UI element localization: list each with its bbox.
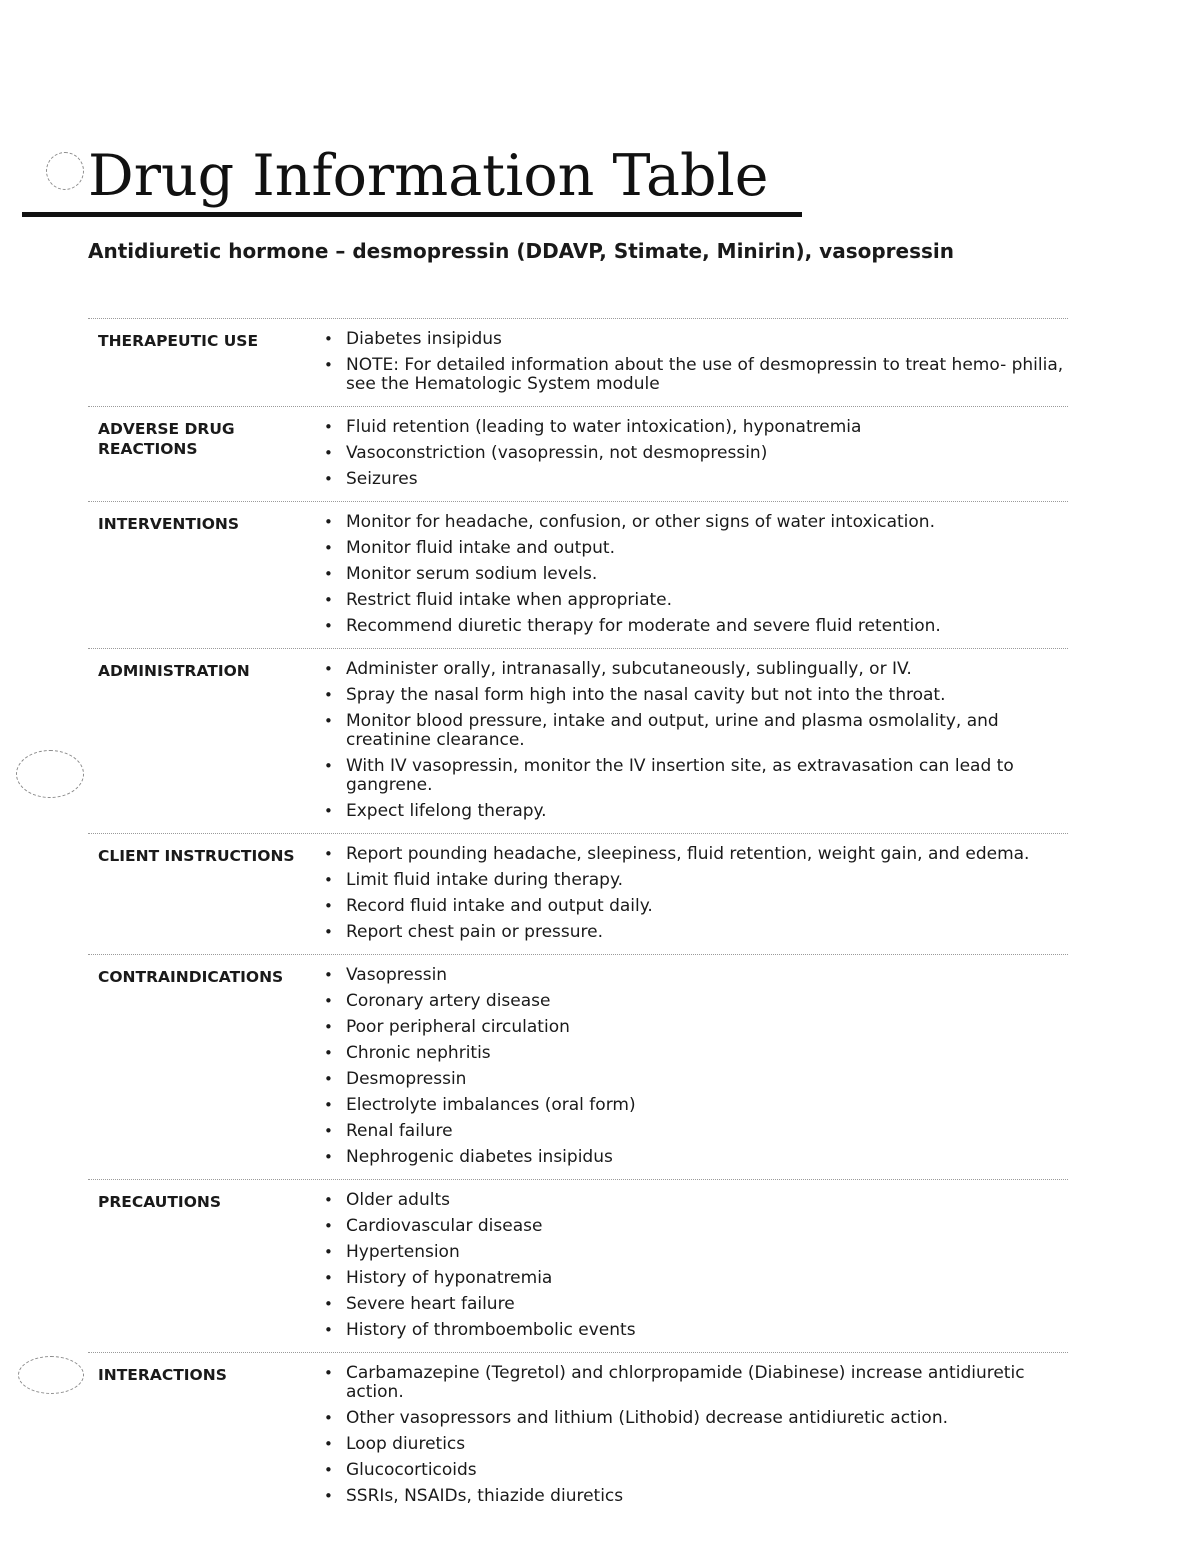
section-item-list (324, 1180, 1068, 1352)
list-item (324, 1044, 1068, 1063)
list-item (324, 802, 1068, 821)
list-item-text: Monitor fluid intake and output. (346, 538, 615, 558)
list-item (324, 1461, 1068, 1480)
table-section-therapeutic-use (88, 318, 1068, 406)
bullet-icon: • (324, 966, 333, 984)
list-item (324, 897, 1068, 916)
list-item (324, 1070, 1068, 1089)
list-item-text: With IV vasopressin, monitor the IV insertion site, as extravasation can lead to gangrene. (346, 756, 1014, 795)
list-item-text: Desmopressin (346, 1069, 467, 1089)
bullet-icon: • (324, 1435, 333, 1453)
list-item (324, 871, 1068, 890)
bullet-icon: • (324, 757, 333, 775)
list-item (324, 539, 1068, 558)
section-item-list (324, 649, 1068, 833)
list-item-text: Limit fluid intake during therapy. (346, 870, 624, 890)
page-title: Drug Information Table (88, 143, 769, 209)
section-item-list (324, 319, 1068, 406)
list-item-text: Report chest pain or pressure. (346, 922, 604, 942)
list-item (324, 1122, 1068, 1141)
list-item-text: History of hyponatremia (346, 1268, 553, 1288)
bullet-icon: • (324, 1044, 333, 1062)
list-item (324, 1321, 1068, 1340)
list-item (324, 513, 1068, 532)
bullet-icon: • (324, 1269, 333, 1287)
bullet-icon: • (324, 1217, 333, 1235)
bullet-icon: • (324, 444, 333, 462)
punch-hole-middle (16, 750, 84, 798)
bullet-icon: • (324, 871, 333, 889)
list-item (324, 1435, 1068, 1454)
bullet-icon: • (324, 1191, 333, 1209)
section-label: ADVERSE DRUG REACTIONS (98, 420, 235, 458)
bullet-icon: • (324, 1122, 333, 1140)
bullet-icon: • (324, 660, 333, 678)
list-item (324, 923, 1068, 942)
table-section-precautions (88, 1179, 1068, 1352)
list-item-text: Electrolyte imbalances (oral form) (346, 1095, 636, 1115)
bullet-icon: • (324, 712, 333, 730)
bullet-icon: • (324, 1364, 333, 1382)
section-item-list (324, 834, 1068, 954)
list-item-text: Cardiovascular disease (346, 1216, 543, 1236)
list-item-text: Poor peripheral circulation (346, 1017, 570, 1037)
bullet-icon: • (324, 845, 333, 863)
section-label: INTERACTIONS (98, 1366, 227, 1384)
list-item-text: Record fluid intake and output daily. (346, 896, 653, 916)
list-item-text: Recommend diuretic therapy for moderate and severe fluid retention. (346, 616, 941, 636)
list-item-text: Renal failure (346, 1121, 453, 1141)
list-item (324, 686, 1068, 705)
bullet-icon: • (324, 923, 333, 941)
list-item (324, 845, 1068, 864)
punch-hole-top (46, 152, 84, 190)
list-item-text: Severe heart failure (346, 1294, 515, 1314)
bullet-icon: • (324, 1321, 333, 1339)
table-section-contraindications (88, 954, 1068, 1179)
bullet-icon: • (324, 617, 333, 635)
list-item (324, 1269, 1068, 1288)
section-label: CONTRAINDICATIONS (98, 968, 284, 986)
list-item-text: Report pounding headache, sleepiness, fluid retention, weight gain, and edema. (346, 844, 1030, 864)
list-item (324, 565, 1068, 584)
list-item-text: Monitor blood pressure, intake and output, urine and plasma osmolality, and creatinine clearance. (346, 711, 999, 750)
section-item-list (324, 1353, 1068, 1518)
list-item-text: Hypertension (346, 1242, 460, 1262)
section-item-list (324, 407, 1068, 501)
list-item-text: Glucocorticoids (346, 1460, 477, 1480)
bullet-icon: • (324, 418, 333, 436)
list-item (324, 418, 1068, 437)
list-item (324, 470, 1068, 489)
table-section-interactions (88, 1352, 1068, 1518)
section-label: THERAPEUTIC USE (98, 332, 259, 350)
bullet-icon: • (324, 1148, 333, 1166)
list-item (324, 757, 1068, 795)
list-item-text: Restrict fluid intake when appropriate. (346, 590, 673, 610)
bullet-icon: • (324, 539, 333, 557)
bullet-icon: • (324, 1409, 333, 1427)
bullet-icon: • (324, 1070, 333, 1088)
list-item (324, 1018, 1068, 1037)
list-item-text: Diabetes insipidus (346, 329, 502, 349)
list-item (324, 1487, 1068, 1506)
list-item (324, 591, 1068, 610)
list-item (324, 1243, 1068, 1262)
drug-class-subtitle: Antidiuretic hormone – desmopressin (DDAVP, Stimate, Minirin), vasopressin (88, 239, 954, 263)
bullet-icon: • (324, 1461, 333, 1479)
list-item-text: SSRIs, NSAIDs, thiazide diuretics (346, 1486, 624, 1506)
list-item (324, 1364, 1068, 1402)
list-item (324, 1409, 1068, 1428)
table-section-client-instructions (88, 833, 1068, 954)
bullet-icon: • (324, 356, 333, 374)
bullet-icon: • (324, 992, 333, 1010)
list-item-text: Monitor serum sodium levels. (346, 564, 598, 584)
list-item-text: Vasopressin (346, 965, 448, 985)
bullet-icon: • (324, 1096, 333, 1114)
section-item-list (324, 502, 1068, 648)
bullet-icon: • (324, 1243, 333, 1261)
list-item (324, 712, 1068, 750)
list-item (324, 444, 1068, 463)
list-item (324, 992, 1068, 1011)
title-underline (22, 212, 802, 217)
list-item (324, 1096, 1068, 1115)
list-item-text: Chronic nephritis (346, 1043, 491, 1063)
list-item (324, 1217, 1068, 1236)
list-item-text: Expect lifelong therapy. (346, 801, 547, 821)
list-item-text: Loop diuretics (346, 1434, 466, 1454)
bullet-icon: • (324, 470, 333, 488)
list-item (324, 1148, 1068, 1167)
section-label: INTERVENTIONS (98, 515, 240, 533)
bullet-icon: • (324, 686, 333, 704)
list-item (324, 356, 1068, 394)
table-section-adverse-drug-reactions (88, 406, 1068, 501)
list-item (324, 1191, 1068, 1210)
list-item (324, 660, 1068, 679)
bullet-icon: • (324, 330, 333, 348)
list-item-text: Nephrogenic diabetes insipidus (346, 1147, 613, 1167)
section-label: PRECAUTIONS (98, 1193, 222, 1211)
list-item (324, 966, 1068, 985)
drug-information-table (88, 318, 1068, 1518)
list-item (324, 617, 1068, 636)
section-label: ADMINISTRATION (98, 662, 250, 680)
list-item-text: NOTE: For detailed information about the use of desmopressin to treat hemo- philia, see the Hematologic System module (346, 355, 1064, 394)
section-label: CLIENT INSTRUCTIONS (98, 847, 295, 865)
list-item-text: Seizures (346, 469, 418, 489)
list-item (324, 330, 1068, 349)
list-item-text: Carbamazepine (Tegretol) and chlorpropamide (Diabinese) increase antidiuretic action. (346, 1363, 1025, 1402)
bullet-icon: • (324, 802, 333, 820)
list-item-text: Spray the nasal form high into the nasal cavity but not into the throat. (346, 685, 946, 705)
table-section-administration (88, 648, 1068, 833)
list-item-text: Coronary artery disease (346, 991, 551, 1011)
list-item-text: History of thromboembolic events (346, 1320, 636, 1340)
list-item-text: Monitor for headache, confusion, or other signs of water intoxication. (346, 512, 935, 532)
bullet-icon: • (324, 897, 333, 915)
list-item-text: Vasoconstriction (vasopressin, not desmopressin) (346, 443, 768, 463)
bullet-icon: • (324, 565, 333, 583)
bullet-icon: • (324, 513, 333, 531)
list-item-text: Fluid retention (leading to water intoxication), hyponatremia (346, 417, 862, 437)
punch-hole-bottom (18, 1356, 84, 1394)
table-section-interventions (88, 501, 1068, 648)
list-item (324, 1295, 1068, 1314)
list-item-text: Administer orally, intranasally, subcutaneously, sublingually, or IV. (346, 659, 912, 679)
bullet-icon: • (324, 591, 333, 609)
bullet-icon: • (324, 1018, 333, 1036)
list-item-text: Older adults (346, 1190, 450, 1210)
list-item-text: Other vasopressors and lithium (Lithobid) decrease antidiuretic action. (346, 1408, 949, 1428)
section-item-list (324, 955, 1068, 1179)
bullet-icon: • (324, 1295, 333, 1313)
bullet-icon: • (324, 1487, 333, 1505)
